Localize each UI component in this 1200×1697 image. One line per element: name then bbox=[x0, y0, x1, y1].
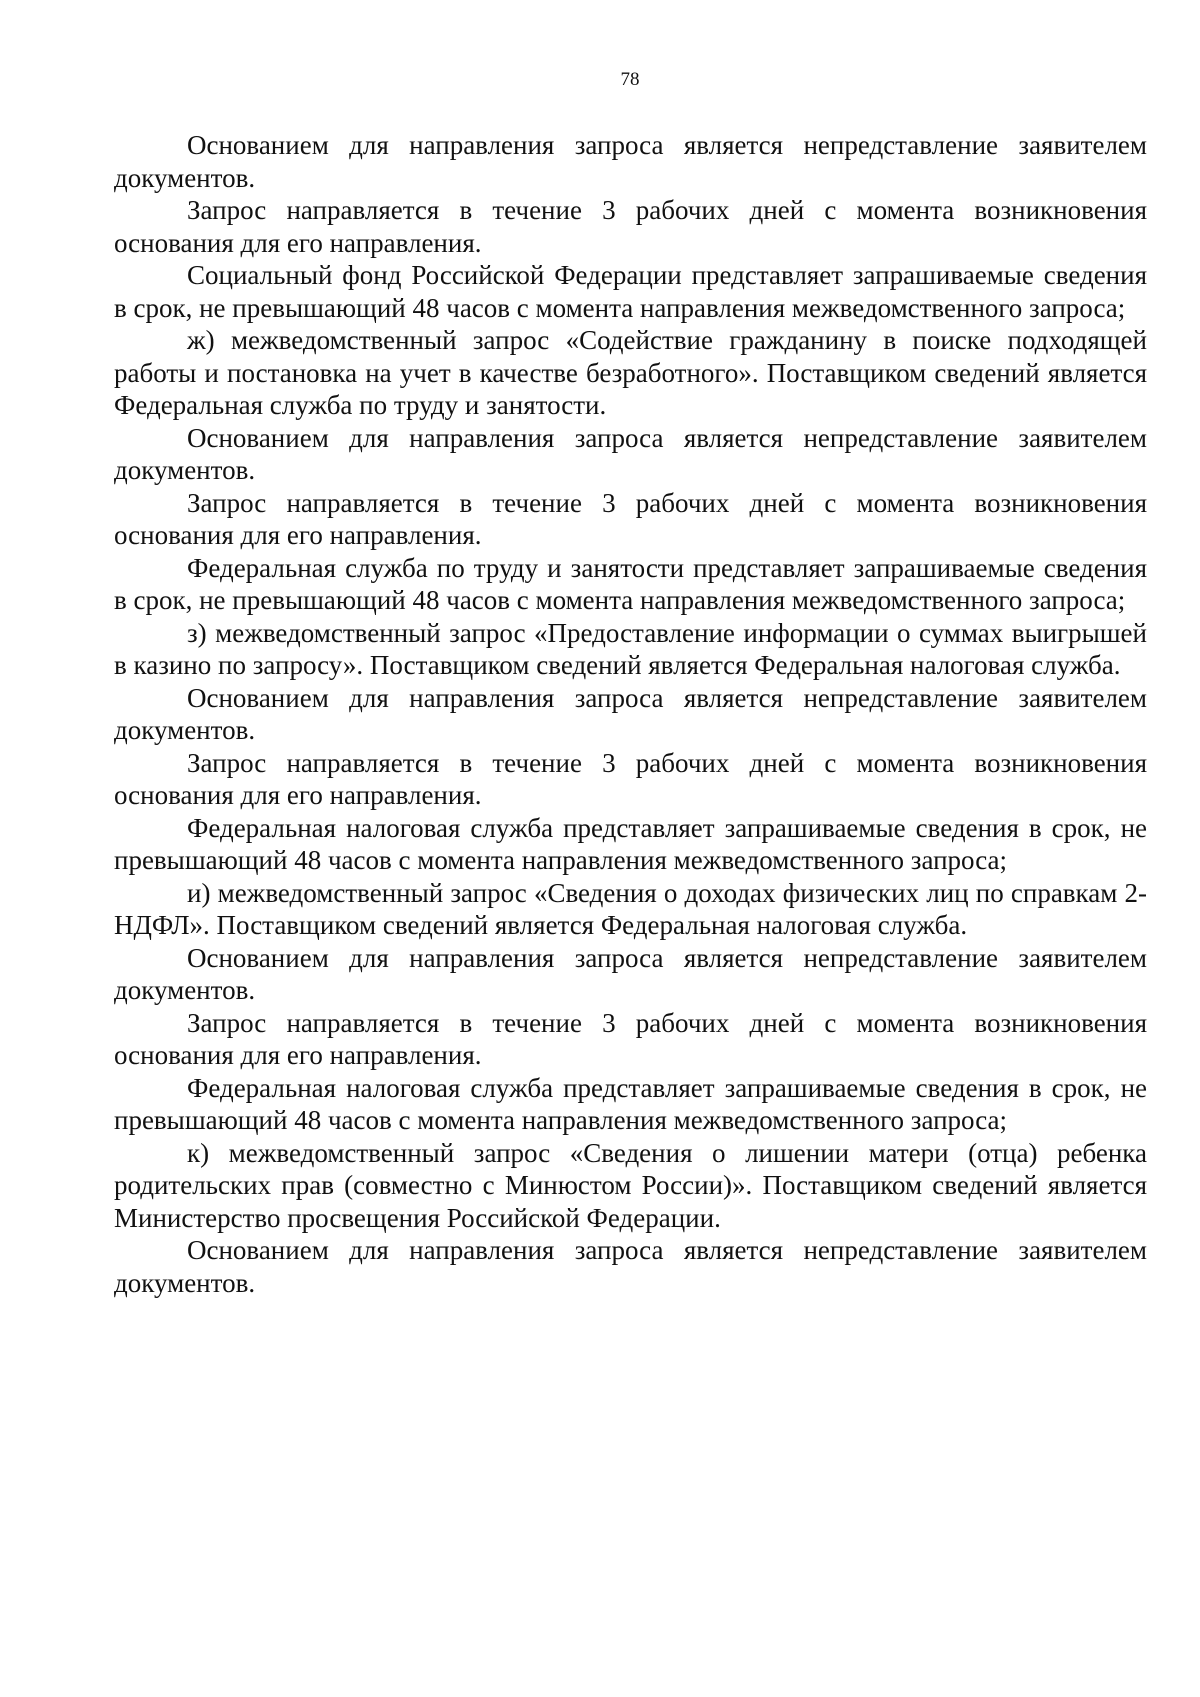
paragraph: Федеральная налоговая служба представляет запрашиваемые сведения в срок, не превышающий 48 часов с момента направления межведомственного запроса; bbox=[114, 812, 1147, 875]
paragraph: Основанием для направления запроса является непредставление заявителем документов. bbox=[114, 682, 1147, 745]
document-body bbox=[114, 129, 1147, 1299]
paragraph: к) межведомственный запрос «Сведения о лишении матери (отца) ребенка родительских прав (совместно с Минюстом России)». Поставщиком сведений является Министерство просвещения Российской Федерации. bbox=[114, 1137, 1147, 1233]
paragraph: ж) межведомственный запрос «Содействие гражданину в поиске подходящей работы и постановка на учет в качестве безработного». Поставщиком сведений является Федеральная служба по труду и занятости. bbox=[114, 325, 1147, 420]
page-number: 78 bbox=[620, 69, 640, 90]
paragraph: Запрос направляется в течение 3 рабочих дней с момента возникновения основания для его направления. bbox=[114, 1007, 1147, 1070]
paragraph: Запрос направляется в течение 3 рабочих дней с момента возникновения основания для его направления. bbox=[114, 747, 1147, 810]
paragraph: Федеральная служба по труду и занятости представляет запрашиваемые сведения в срок, не превышающий 48 часов с момента направления межведомственного запроса; bbox=[114, 552, 1147, 615]
paragraph: Основанием для направления запроса является непредставление заявителем документов. bbox=[114, 942, 1147, 1005]
paragraph: з) межведомственный запрос «Предоставление информации о суммах выигрышей в казино по запросу». Поставщиком сведений является Федеральная налоговая служба. bbox=[114, 617, 1147, 680]
paragraph: Федеральная налоговая служба представляет запрашиваемые сведения в срок, не превышающий 48 часов с момента направления межведомственного запроса; bbox=[114, 1072, 1147, 1135]
paragraph: Социальный фонд Российской Федерации представляет запрашиваемые сведения в срок, не превышающий 48 часов с момента направления межведомственного запроса; bbox=[114, 260, 1147, 323]
paragraph: Запрос направляется в течение 3 рабочих дней с момента возникновения основания для его направления. bbox=[114, 487, 1147, 550]
paragraph: Основанием для направления запроса является непредставление заявителем документов. bbox=[114, 130, 1147, 193]
paragraph: и) межведомственный запрос «Сведения о доходах физических лиц по справкам 2-НДФЛ». Поставщиком сведений является Федеральная налоговая служба. bbox=[114, 877, 1147, 940]
paragraph: Запрос направляется в течение 3 рабочих дней с момента возникновения основания для его направления. bbox=[114, 195, 1147, 258]
paragraph: Основанием для направления запроса является непредставление заявителем документов. bbox=[114, 422, 1147, 485]
paragraph: Основанием для направления запроса является непредставление заявителем документов. bbox=[114, 1235, 1147, 1298]
